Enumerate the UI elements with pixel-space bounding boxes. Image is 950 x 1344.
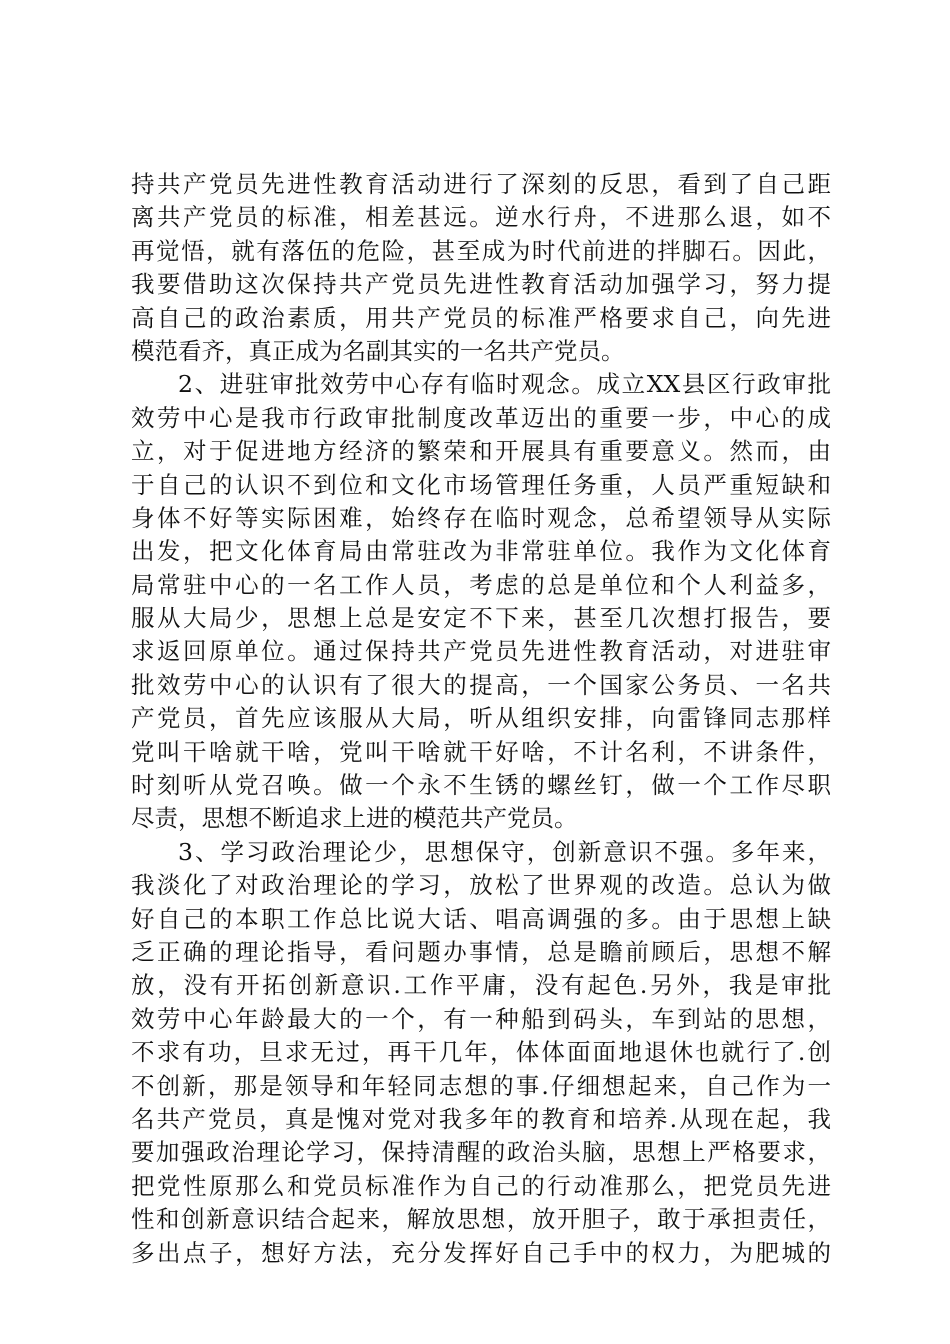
text-line: 好自己的本职工作总比说大话、唱高调强的多。由于思想上缺	[131, 904, 831, 933]
text-line: 不求有功，旦求无过，再干几年，体体面面地退休也就行了.创	[131, 1038, 831, 1067]
text-line: 局常驻中心的一名工作人员，考虑的总是单位和个人利益多，	[131, 570, 831, 599]
text-line: 名共产党员，真是愧对党对我多年的教育和培养.从现在起，我	[131, 1104, 831, 1133]
body-text	[131, 168, 831, 1270]
text-line: 2、进驻审批效劳中心存有临时观念。成立XX县区行政审批	[178, 370, 831, 399]
text-line: 立，对于促进地方经济的繁荣和开展具有重要意义。然而，由	[131, 437, 831, 466]
text-line: 要加强政治理论学习，保持清醒的政治头脑，思想上严格要求，	[131, 1138, 831, 1167]
text-line: 高自己的政治素质，用共产党员的标准严格要求自己，向先进	[131, 303, 831, 332]
text-line: 效劳中心是我市行政审批制度改革迈出的重要一步，中心的成	[131, 403, 831, 432]
text-line: 放，没有开拓创新意识.工作平庸，没有起色.另外，我是审批	[131, 971, 831, 1000]
text-line: 求返回原单位。通过保持共产党员先进性教育活动，对进驻审	[131, 637, 831, 666]
text-line: 持共产党员先进性教育活动进行了深刻的反思，看到了自己距	[131, 170, 831, 198]
text-line: 多出点子，想好方法，充分发挥好自己手中的权力，为肥城的	[131, 1238, 831, 1267]
text-line: 党叫干啥就干啥，党叫干啥就干好啥，不计名利，不讲条件，	[131, 737, 831, 766]
text-line: 性和创新意识结合起来，解放思想，放开胆子，敢于承担责任，	[131, 1205, 831, 1234]
text-line: 离共产党员的标准，相差甚远。逆水行舟，不进那么退，如不	[131, 203, 831, 232]
text-line: 产党员，首先应该服从大局，听从组织安排，向雷锋同志那样	[131, 704, 831, 733]
text-line: 3、学习政治理论少，思想保守，创新意识不强。多年来，	[178, 837, 831, 866]
text-line: 我淡化了对政治理论的学习，放松了世界观的改造。总认为做	[131, 871, 831, 900]
text-line: 服从大局少，思想上总是安定不下来，甚至几次想打报告，要	[131, 604, 831, 633]
text-line: 再觉悟，就有落伍的危险，甚至成为时代前进的拌脚石。因此，	[131, 236, 831, 265]
text-line: 效劳中心年龄最大的一个，有一种船到码头，车到站的思想，	[131, 1004, 831, 1033]
text-line: 模范看齐，真正成为名副其实的一名共产党员。	[131, 336, 625, 365]
text-line: 于自己的认识不到位和文化市场管理任务重，人员严重短缺和	[131, 470, 831, 499]
text-line: 把党性原那么和党员标准作为自己的行动准那么，把党员先进	[131, 1171, 831, 1200]
text-line: 不创新，那是领导和年轻同志想的事.仔细想起来，自己作为一	[131, 1071, 831, 1100]
text-line: 出发，把文化体育局由常驻改为非常驻单位。我作为文化体育	[131, 537, 831, 566]
text-line: 乏正确的理论指导，看问题办事情，总是瞻前顾后，思想不解	[131, 937, 831, 966]
text-line: 批效劳中心的认识有了很大的提高，一个国家公务员、一名共	[131, 670, 831, 699]
text-line: 时刻听从党召唤。做一个永不生锈的螺丝钉，做一个工作尽职	[131, 771, 831, 800]
text-line: 尽责，思想不断追求上进的模范共产党员。	[131, 804, 578, 833]
text-line: 我要借助这次保持共产党员先进性教育活动加强学习，努力提	[131, 270, 831, 299]
text-line: 身体不好等实际困难，始终存在临时观念，总希望领导从实际	[131, 503, 831, 532]
